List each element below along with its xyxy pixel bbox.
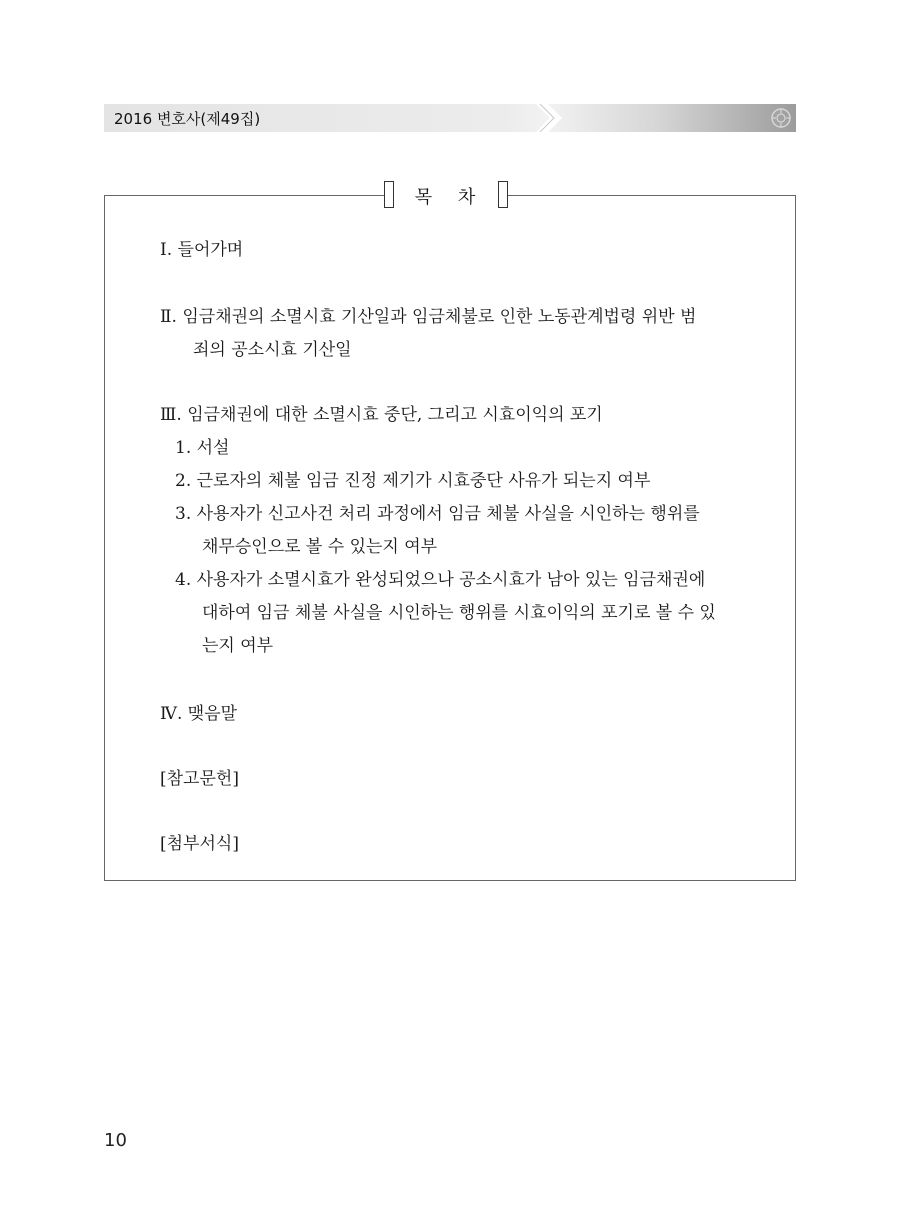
header-title: 2016 변호사(제49집) bbox=[114, 110, 261, 128]
emblem-icon bbox=[770, 107, 792, 129]
toc-sub-entry-3-2: 2. 근로자의 체불 임금 진정 제기가 시효중단 사유가 되는지 여부 bbox=[175, 471, 651, 491]
left-bracket-icon bbox=[384, 181, 394, 208]
toc-title bbox=[384, 180, 508, 210]
toc-title-text: 목 차 bbox=[414, 187, 478, 208]
toc-entry-4: Ⅳ. 맺음말 bbox=[160, 704, 238, 724]
toc-entry-1: Ⅰ. 들어가며 bbox=[160, 240, 244, 260]
toc-sub-entry-3-3: 3. 사용자가 신고사건 처리 과정에서 임금 체불 사실을 시인하는 행위를 bbox=[175, 504, 700, 524]
toc-entry-2-cont: 죄의 공소시효 기산일 bbox=[193, 340, 352, 360]
toc-attachments: [첨부서식] bbox=[160, 834, 239, 854]
toc-entry-3: Ⅲ. 임금채권에 대한 소멸시효 중단, 그리고 시효이익의 포기 bbox=[160, 405, 603, 425]
toc-sub-entry-3-3-cont: 채무승인으로 볼 수 있는지 여부 bbox=[202, 537, 438, 557]
toc-references: [참고문헌] bbox=[160, 769, 239, 789]
toc-sub-entry-3-4-cont: 대하여 임금 체불 사실을 시인하는 행위를 시효이익의 포기로 볼 수 있 bbox=[202, 603, 716, 623]
running-header bbox=[104, 104, 796, 132]
right-bracket-icon bbox=[498, 181, 508, 208]
toc-sub-entry-3-4: 4. 사용자가 소멸시효가 완성되었으나 공소시효가 남아 있는 임금채권에 bbox=[175, 570, 706, 590]
toc-entry-2: Ⅱ. 임금채권의 소멸시효 기산일과 임금체불로 인한 노동관계법령 위반 범 bbox=[160, 307, 697, 327]
toc-sub-entry-3-4-cont2: 는지 여부 bbox=[202, 636, 274, 656]
toc-sub-entry-3-1: 1. 서설 bbox=[175, 438, 230, 458]
page-number: 10 bbox=[104, 1130, 127, 1151]
chevron-arrow-icon bbox=[536, 104, 566, 132]
